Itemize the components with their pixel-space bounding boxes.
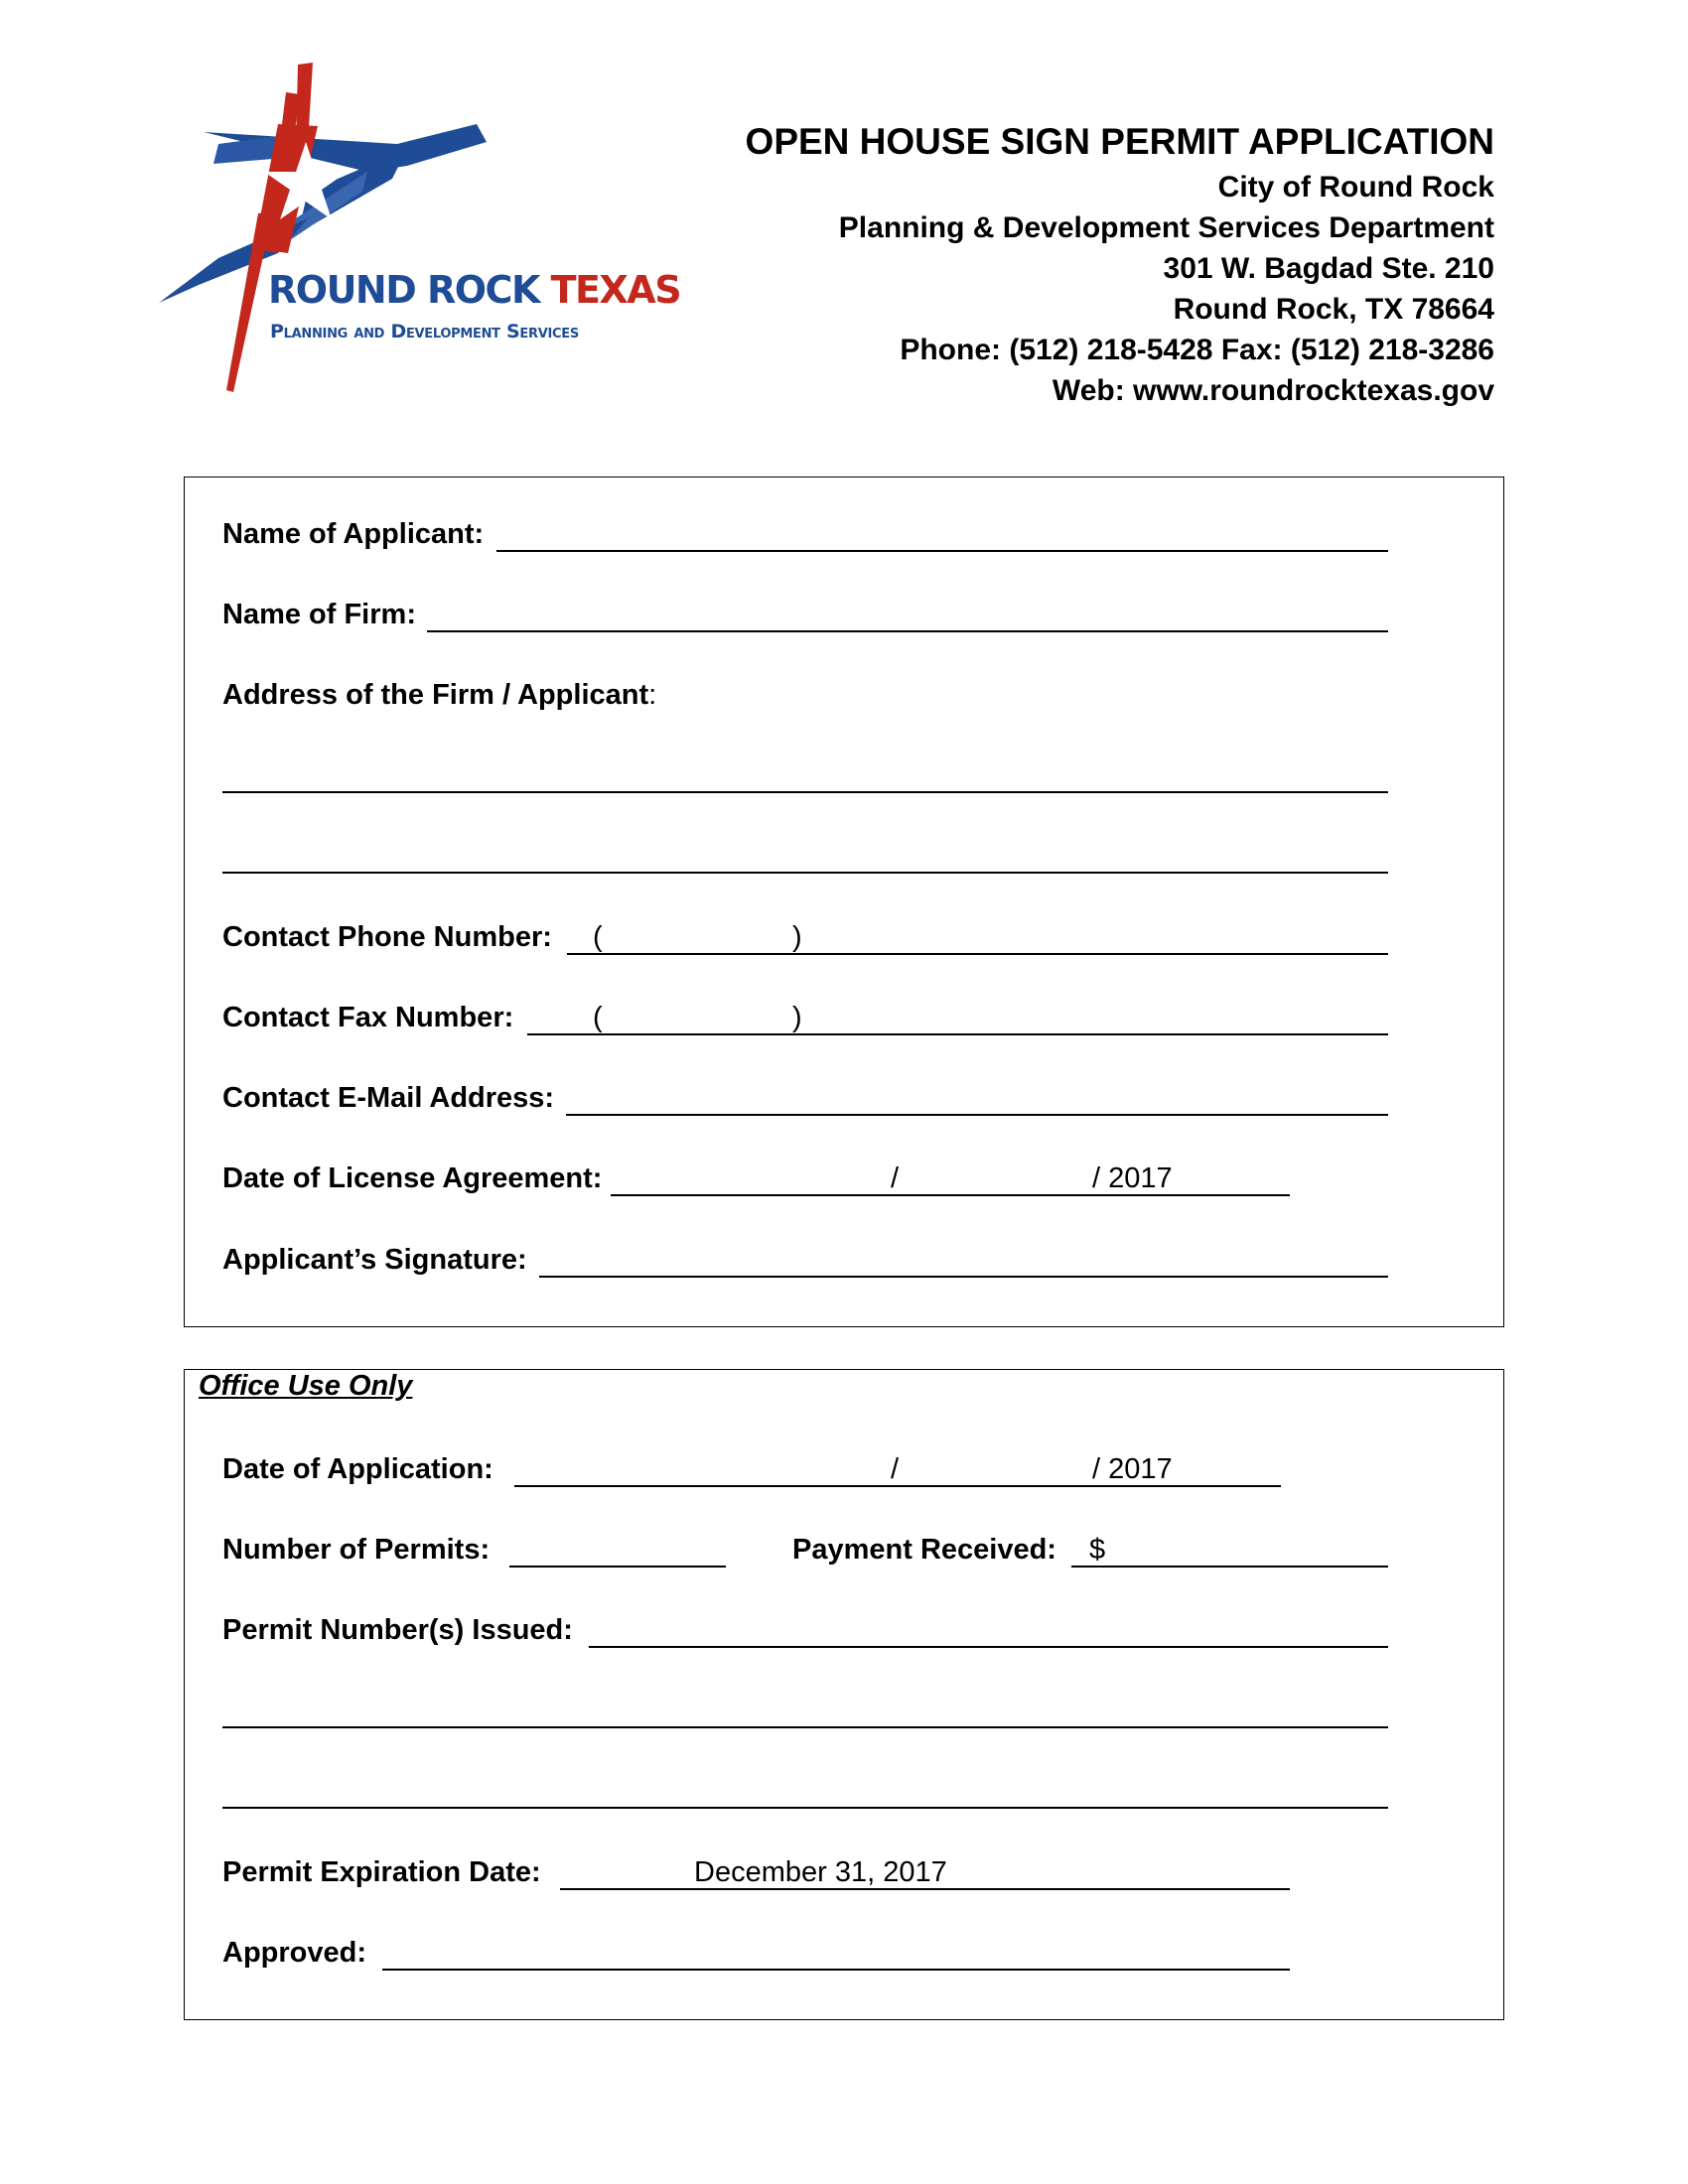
header-phone-fax: Phone: (512) 218-5428 Fax: (512) 218-3286 [900, 334, 1494, 366]
license-date-field[interactable] [611, 1194, 1290, 1196]
phone-label: Contact Phone Number: [222, 921, 552, 953]
email-field[interactable] [566, 1114, 1388, 1116]
application-date-year: / 2017 [1092, 1453, 1173, 1485]
logo-tagline: Planning and Development Services [270, 321, 579, 342]
address-label [222, 679, 656, 712]
fax-field[interactable] [527, 1033, 1388, 1035]
fax-paren-close: ) [792, 1002, 802, 1033]
payment-label: Payment Received: [792, 1534, 1056, 1566]
logo-name-accent: TEXAS [550, 268, 681, 312]
address-label-colon: : [648, 679, 657, 711]
signature-field[interactable] [539, 1276, 1388, 1278]
page-title: OPEN HOUSE SIGN PERMIT APPLICATION [745, 121, 1494, 162]
expiration-date-value: December 31, 2017 [694, 1856, 947, 1888]
header-web: Web: www.roundrocktexas.gov [1052, 374, 1494, 407]
application-date-label: Date of Application: [222, 1453, 493, 1485]
signature-label: Applicant’s Signature: [222, 1244, 527, 1276]
application-date-slash: / [891, 1453, 900, 1485]
applicant-name-field[interactable] [496, 550, 1388, 552]
firm-name-field[interactable] [427, 630, 1388, 632]
permits-issued-line-2-field[interactable] [222, 1726, 1388, 1728]
logo-name-main: ROUND ROCK [268, 268, 551, 312]
permits-count-field[interactable] [509, 1566, 726, 1568]
address-line-1-field[interactable] [222, 791, 1388, 793]
permits-issued-field[interactable] [589, 1646, 1388, 1648]
applicant-name-label: Name of Applicant: [222, 518, 485, 550]
phone-paren-close: ) [792, 921, 802, 953]
license-date-slash: / [891, 1162, 900, 1194]
logo-wordmark [268, 268, 680, 312]
phone-paren-open: ( [593, 921, 603, 953]
expiration-date-label: Permit Expiration Date: [222, 1856, 541, 1888]
address-line-2-field[interactable] [222, 872, 1388, 874]
firm-name-label: Name of Firm: [222, 599, 416, 630]
header-city: City of Round Rock [1217, 171, 1494, 204]
address-label-text: Address of the Firm / Applicant [222, 679, 649, 711]
permits-issued-label: Permit Number(s) Issued: [222, 1614, 573, 1646]
city-logo [159, 55, 681, 412]
header-department: Planning & Development Services Department [838, 211, 1494, 244]
approved-label: Approved: [222, 1937, 366, 1969]
header-city-state-zip: Round Rock, TX 78664 [1173, 293, 1494, 326]
email-label: Contact E-Mail Address: [222, 1082, 555, 1114]
star-flag-logo-icon [159, 55, 655, 412]
approved-field[interactable] [382, 1969, 1290, 1971]
phone-field[interactable] [567, 953, 1388, 955]
fax-label: Contact Fax Number: [222, 1002, 514, 1033]
license-date-label: Date of License Agreement: [222, 1162, 603, 1194]
permits-issued-line-3-field[interactable] [222, 1807, 1388, 1809]
permits-count-label: Number of Permits: [222, 1534, 491, 1566]
payment-field[interactable] [1071, 1566, 1388, 1568]
header-block [746, 117, 1494, 411]
currency-symbol: $ [1089, 1534, 1106, 1566]
header-street: 301 W. Bagdad Ste. 210 [1163, 252, 1494, 285]
license-date-year: / 2017 [1092, 1162, 1173, 1194]
fax-paren-open: ( [593, 1002, 603, 1033]
office-use-heading: Office Use Only [199, 1370, 413, 1402]
